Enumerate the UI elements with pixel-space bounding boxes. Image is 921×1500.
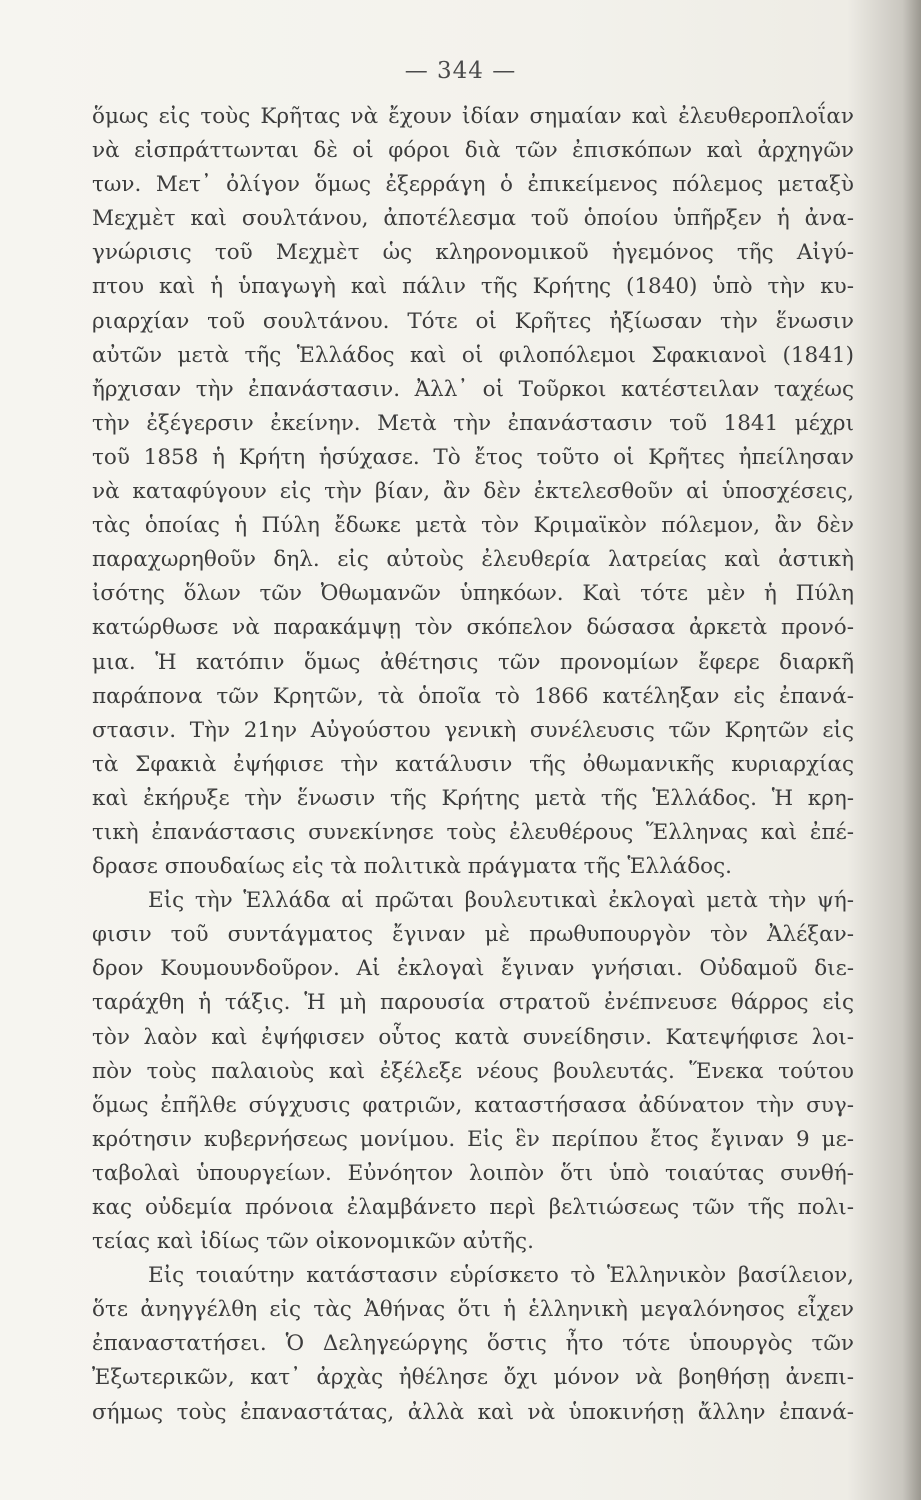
body-text	[92, 100, 854, 1430]
text-line: ὅμως ἐπῆλθε σύγχυσις φατριῶν, καταστήσασα ἀδύνατον τὴν συγ-	[92, 1092, 854, 1118]
text-line: Μεχμὲτ καὶ σουλτάνου, ἀποτέλεσμα τοῦ ὁποίου ὑπῆρξεν ἡ ἀνα-	[92, 206, 854, 232]
text-line: στασιν. Τὴν 21ην Αὐγούστου γενικὴ συνέλευσις τῶν Κρητῶν εἰς	[92, 717, 854, 743]
text-line: σήμως τοὺς ἐπαναστάτας, ἀλλὰ καὶ νὰ ὑποκινήσῃ ἄλλην ἐπανά-	[92, 1399, 854, 1425]
text-line: παραχωρηθοῦν δηλ. εἰς αὐτοὺς ἐλευθερία λατρείας καὶ ἀστικὴ	[92, 547, 854, 573]
text-line: ἐπαναστατήσει. Ὁ Δεληγεώργης ὅστις ἦτο τότε ὑπουργὸς τῶν	[92, 1331, 854, 1357]
text-line: παράπονα τῶν Κρητῶν, τὰ ὁποῖα τὸ 1866 κατέληξαν εἰς ἐπανά-	[92, 683, 854, 709]
text-line: τὰ Σφακιὰ ἐψήφισε τὴν κατάλυσιν τῆς ὀθωμανικῆς κυριαρχίας	[92, 751, 854, 777]
text-line: πὸν τοὺς παλαιοὺς καὶ ἐξέλεξε νέους βουλευτάς. Ἕνεκα τούτου	[92, 1058, 854, 1084]
text-line: αὐτῶν μετὰ τῆς Ἑλλάδος καὶ οἱ φιλοπόλεμοι Σφακιανοὶ (1841)	[92, 342, 854, 368]
text-line: τὸν λαὸν καὶ ἐψήφισεν οὗτος κατὰ συνείδησιν. Κατεψήφισε λοι-	[92, 1024, 854, 1050]
text-line: μια. Ἡ κατόπιν ὅμως ἀθέτησις τῶν προνομίων ἔφερε διαρκῆ	[92, 649, 854, 675]
text-line: Ἐξωτερικῶν, κατ᾽ ἀρχὰς ἠθέλησε ὄχι μόνον νὰ βοηθήσῃ ἀνεπι-	[92, 1365, 854, 1391]
text-line: ριαρχίαν τοῦ σουλτάνου. Τότε οἱ Κρῆτες ἠξίωσαν τὴν ἕνωσιν	[92, 308, 854, 334]
text-line: ἰσότης ὅλων τῶν Ὀθωμανῶν ὑπηκόων. Καὶ τότε μὲν ἡ Πύλη	[92, 581, 854, 607]
text-line: κρότησιν κυβερνήσεως μονίμου. Εἰς ἓν περίπου ἔτος ἔγιναν 9 με-	[92, 1126, 854, 1152]
text-line: τείας καὶ ἰδίως τῶν οἰκονομικῶν αὐτῆς.	[92, 1229, 534, 1255]
text-line: ὅμως εἰς τοὺς Κρῆτας νὰ ἔχουν ἰδίαν σημαίαν καὶ ἐλευθεροπλοΐαν	[92, 104, 854, 129]
text-line: νὰ καταφύγουν εἰς τὴν βίαν, ἂν δὲν ἐκτελεσθοῦν αἱ ὑποσχέσεις,	[92, 479, 854, 505]
text-line: ἤρχισαν τὴν ἐπανάστασιν. Ἀλλ᾽ οἱ Τοῦρκοι κατέστειλαν ταχέως	[92, 376, 854, 402]
text-line: πτου καὶ ἡ ὑπαγωγὴ καὶ πάλιν τῆς Κρήτης (1840) ὑπὸ τὴν κυ-	[92, 274, 854, 300]
text-line: τοῦ 1858 ἡ Κρήτη ἡσύχασε. Τὸ ἔτος τοῦτο οἱ Κρῆτες ἠπείλησαν	[92, 444, 854, 470]
text-line: των. Μετ᾽ ὀλίγον ὅμως ἐξερράγη ὁ ἐπικείμενος πόλεμος μεταξὺ	[92, 172, 854, 198]
text-line: Εἰς τὴν Ἑλλάδα αἱ πρῶται βουλευτικαὶ ἐκλογαὶ μετὰ τὴν ψή-	[148, 888, 854, 914]
text-line: τὴν ἐξέγερσιν ἐκείνην. Μετὰ τὴν ἐπανάστασιν τοῦ 1841 μέχρι	[92, 410, 854, 436]
text-line: ὅτε ἀνηγγέλθη εἰς τὰς Ἀθήνας ὅτι ἡ ἑλληνικὴ μεγαλόνησος εἶχεν	[92, 1297, 854, 1323]
text-line: καὶ ἐκήρυξε τὴν ἕνωσιν τῆς Κρήτης μετὰ τῆς Ἑλλάδος. Ἡ κρη-	[92, 785, 854, 811]
text-line: κατώρθωσε νὰ παρακάμψῃ τὸν σκόπελον δώσασα ἀρκετὰ προνό-	[92, 615, 854, 641]
text-line: δρον Κουμουνδοῦρον. Αἱ ἐκλογαὶ ἔγιναν γνήσιαι. Οὐδαμοῦ διε-	[92, 956, 854, 982]
text-line: γνώρισις τοῦ Μεχμὲτ ὡς κληρονομικοῦ ἡγεμόνος τῆς Αἰγύ-	[92, 240, 854, 266]
text-line: κας οὐδεμία πρόνοια ἐλαμβάνετο περὶ βελτιώσεως τῶν τῆς πολι-	[92, 1195, 854, 1220]
text-line: νὰ εἰσπράττωνται δὲ οἱ φόροι διὰ τῶν ἐπισκόπων καὶ ἀρχηγῶν	[92, 138, 854, 164]
page-number: — 344 —	[404, 58, 517, 84]
text-line: ταράχθη ἡ τάξις. Ἡ μὴ παρουσία στρατοῦ ἐνέπνευσε θάρρος εἰς	[92, 990, 854, 1016]
text-line: φισιν τοῦ συντάγματος ἔγιναν μὲ πρωθυπουργὸν τὸν Ἀλέξαν-	[92, 922, 854, 948]
text-line: τὰς ὁποίας ἡ Πύλη ἔδωκε μετὰ τὸν Κριμαϊκὸν πόλεμον, ἂν δὲν	[92, 513, 854, 539]
text-line: δρασε σπουδαίως εἰς τὰ πολιτικὰ πράγματα τῆς Ἑλλάδος.	[92, 854, 732, 880]
text-line: ταβολαὶ ὑπουργείων. Εὐνόητον λοιπὸν ὅτι ὑπὸ τοιαύτας συνθή-	[92, 1160, 854, 1186]
text-line: Εἰς τοιαύτην κατάστασιν εὑρίσκετο τὸ Ἑλληνικὸν βασίλειον,	[148, 1263, 854, 1289]
text-line: τικὴ ἐπανάστασις συνεκίνησε τοὺς ἐλευθέρους Ἕλληνας καὶ ἐπέ-	[92, 819, 854, 845]
